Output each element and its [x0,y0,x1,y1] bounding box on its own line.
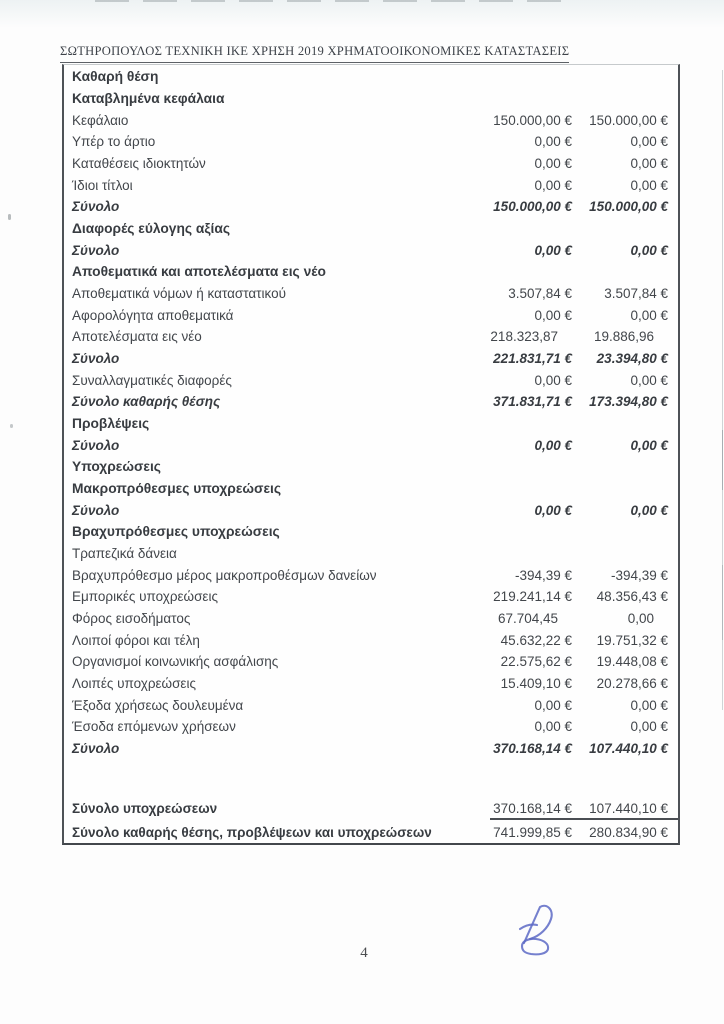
row-value-col2: 19.886,96 [593,329,654,345]
table-row [64,694,678,716]
table-row [64,821,678,844]
table-row [64,326,678,348]
row-label: Σύνολο υποχρεώσεων [72,800,218,816]
table-row [64,218,678,240]
table-row [64,608,678,630]
row-value-col1: 0,00 € [534,307,572,323]
row-value-col1: 0,00 € [534,697,572,713]
document-title: ΣΩΤΗΡΟΠΟΥΛΟΣ ΤΕΧΝΙΚΗ ΙΚΕ ΧΡΗΣΗ 2019 ΧΡΗΜΑΤΟΟΙΚΟΝΟΜΙΚΕΣ ΚΑΤΑΣΤΑΣΕΙΣ [60,44,569,63]
row-label: Λοιποί φόροι και τέλη [72,632,200,648]
table-row [64,369,678,391]
table-spacer [64,760,678,796]
row-value-col1: 0,00 € [534,437,572,453]
table-row [64,586,678,608]
balance-sheet-table [62,64,680,845]
row-value-col2: 173.394,80 € [589,394,668,410]
table-row [64,391,678,413]
row-value-col2: 150.000,00 € [589,199,668,215]
table-row [64,109,678,131]
scan-artifact-top-edge [95,0,575,2]
row-value-col1: 370.168,14 € [493,800,572,816]
row-value-col1: 0,00 € [534,372,572,388]
scan-artifact-right-dash [722,565,724,640]
table-row [64,261,678,283]
row-label: Προβλέψεις [72,416,150,432]
table-row [64,738,678,760]
row-label: Σύνολο [72,351,120,367]
table-row [64,283,678,305]
scan-artifact-top-tint [0,0,724,28]
table-row [64,413,678,435]
row-value-col1: 218.323,87 [490,329,558,345]
row-label: Σύνολο καθαρής θέσης [72,394,221,410]
table-row [64,88,678,110]
row-value-col2: 23.394,80 € [596,351,668,367]
table-row [64,131,678,153]
row-label: Έξοδα χρήσεως δουλευμένα [72,697,244,713]
table-row [64,499,678,521]
table-row [64,239,678,261]
row-label: Βραχυπρόθεσμες υποχρεώσεις [72,524,280,540]
row-label: Οργανισμοί κοινωνικής ασφάλισης [72,654,279,670]
table-row [64,521,678,543]
row-label: Αποθεματικά και αποτελέσματα εις νέο [72,264,326,280]
scan-artifact-right-dash [722,430,724,490]
row-value-col2: 0,00 € [630,502,668,518]
row-value-col2: 0,00 € [630,719,668,735]
row-value-col2: 280.834,90 € [589,824,668,840]
row-label: Σύνολο [72,242,120,258]
row-value-col2: -394,39 € [610,567,668,583]
table-row [64,478,678,500]
row-label: Κεφάλαιο [72,112,129,128]
row-label: Αφορολόγητα αποθεματικά [72,307,234,323]
table-row [64,629,678,651]
row-value-col1: 219.241,14 € [493,589,572,605]
row-value-col1: 3.507,84 € [508,286,572,302]
row-value-col2: 0,00 € [630,156,668,172]
row-value-col1: -394,39 € [514,567,572,583]
row-value-col2: 107.440,10 € [589,741,668,757]
table-row [64,796,678,821]
page-number: 4 [360,945,368,961]
row-value-col1: 45.632,22 € [500,632,572,648]
row-value-col1: 67.704,45 [497,611,558,627]
table-row [64,196,678,218]
row-label: Καταθέσεις ιδιοκτητών [72,156,206,172]
row-value-col2: 0,00 € [630,177,668,193]
row-label: Σύνολο [72,502,120,518]
row-label: Σύνολο [72,437,120,453]
table-row [64,434,678,456]
row-value-col2: 107.440,10 € [589,800,668,816]
row-label: Βραχυπρόθεσμο μέρος μακροπροθέσμων δανείων [72,567,377,583]
table-row [64,456,678,478]
row-value-col2: 19.448,08 € [596,654,668,670]
table-row [64,304,678,326]
row-value-col1: 0,00 € [534,242,572,258]
row-label: Ίδιοι τίτλοι [72,177,133,193]
row-value-col2: 0,00 [627,611,654,627]
row-label: Σύνολο [72,199,120,215]
table-row [64,66,678,88]
row-value-col1: 0,00 € [534,502,572,518]
row-label: Καταβλημένα κεφάλαια [72,91,225,106]
row-value-col1: 0,00 € [534,719,572,735]
row-value-col1: 741.999,85 € [493,824,572,840]
table-row [64,153,678,175]
row-value-col1: 0,00 € [534,177,572,193]
row-value-col1: 371.831,71 € [493,394,572,410]
scan-artifact-dot [8,214,11,220]
row-value-col2: 19.751,32 € [596,632,668,648]
row-label: Αποτελέσματα εις νέο [72,329,202,345]
table-row [64,564,678,586]
row-value-col1: 0,00 € [534,134,572,150]
signature-ink [518,902,566,956]
row-label: Έσοδα επόμενων χρήσεων [72,719,236,735]
row-value-col2: 0,00 € [630,134,668,150]
row-label: Φόρος εισοδήματος [72,611,191,627]
row-label: Λοιπές υποχρεώσεις [72,676,196,692]
row-label: Καθαρή θέση [72,69,159,85]
row-value-col2: 0,00 € [630,437,668,453]
row-label: Μακροπρόθεσμες υποχρεώσεις [72,481,282,497]
row-label: Τραπεζικά δάνεια [72,546,177,562]
row-value-col1: 221.831,71 € [493,351,572,367]
row-value-col1: 0,00 € [534,156,572,172]
scan-artifact-dot [10,424,13,428]
row-value-col1: 22.575,62 € [500,654,572,670]
table-row [64,673,678,695]
row-label: Υποχρεώσεις [72,459,161,475]
row-value-col1: 150.000,00 € [493,199,572,215]
table-row [64,174,678,196]
row-label: Υπέρ το άρτιο [72,134,156,150]
row-label: Αποθεματικά νόμων ή καταστατικού [72,286,286,302]
row-label: Διαφορές εύλογης αξίας [72,221,231,237]
table-row [64,348,678,370]
row-label: Σύνολο καθαρής θέσης, προβλέψεων και υποχρεώσεων [72,824,432,840]
row-value-col2: 0,00 € [630,697,668,713]
table-row [64,651,678,673]
row-label: Εμπορικές υποχρεώσεις [72,589,218,605]
row-value-col2: 3.507,84 € [604,286,668,302]
row-label: Σύνολο [72,741,120,757]
row-value-col2: 0,00 € [630,242,668,258]
row-value-col2: 150.000,00 € [589,112,668,128]
row-value-col1: 150.000,00 € [493,112,572,128]
row-value-col2: 48.356,43 € [596,589,668,605]
table-row [64,543,678,565]
table-row [64,716,678,738]
row-value-col2: 20.278,66 € [596,676,668,692]
row-value-col2: 0,00 € [630,372,668,388]
row-value-col1: 15.409,10 € [500,676,572,692]
row-label: Συναλλαγματικές διαφορές [72,372,232,388]
row-value-col1: 370.168,14 € [493,741,572,757]
row-value-col2: 0,00 € [630,307,668,323]
